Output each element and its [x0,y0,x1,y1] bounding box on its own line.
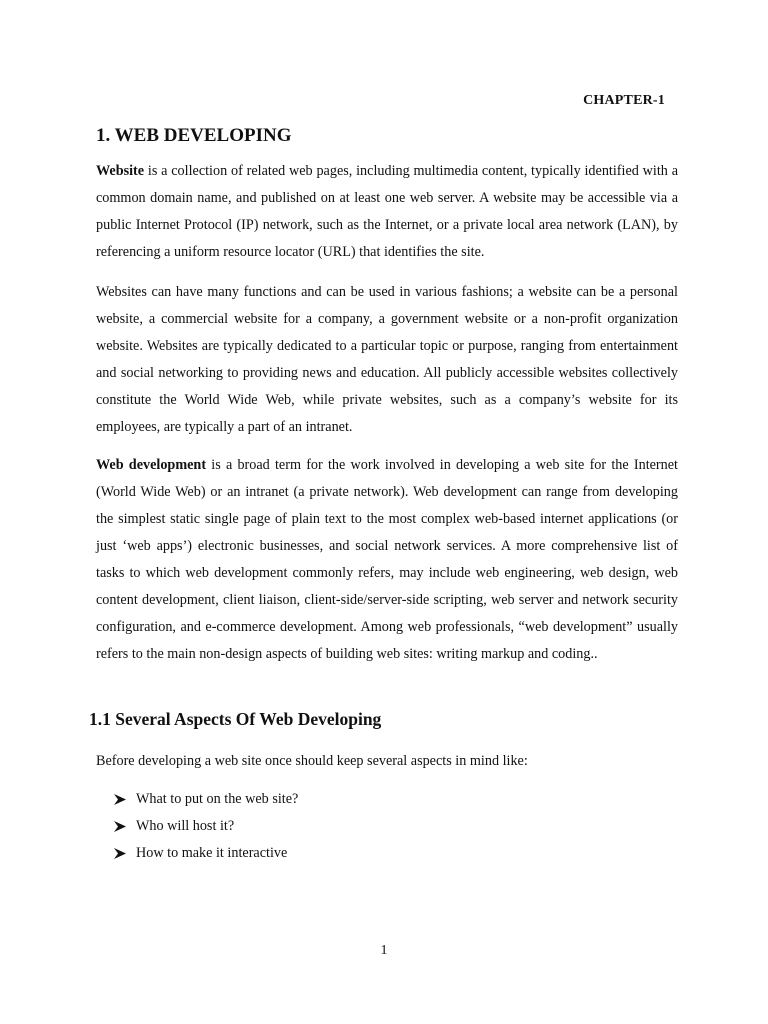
paragraph-website [96,158,678,266]
paragraph-lead-term: Website [96,163,145,179]
chapter-label: CHAPTER-1 [583,93,665,108]
paragraph-website-functions [96,279,678,441]
list-item-text: How to make it interactive [136,845,288,861]
list-item [114,813,298,840]
list-item-text: What to put on the web site? [136,791,299,807]
paragraph-text: is a broad term for the work involved in developing a web site for the Internet (World Wide Web) or an intranet (a private network). Web development can range from developing the simplest static single page of plain text to the most complex web-based internet applications (or just ‘web apps’) electronic businesses, and social network services. A more comprehensive list of tasks to which web development commonly refers, may include web engineering, web design, web content development, client liaison, client-side/server-side scripting, web server and network security configuration, and e-commerce development. Among web professionals, “web development” usually refers to the main non-design aspects of building web sites: writing markup and coding.. [96,457,678,662]
paragraph-lead-term: Web development [96,457,207,473]
list-item [114,840,298,867]
paragraph-text: is a collection of related web pages, including multimedia content, typically identified with a common domain name, and published on at least one web server. A website may be accessible via a public Internet Protocol (IP) network, such as the Internet, or a private local area network (LAN), by referencing a uniform resource locator (URL) that identifies the site. [96,163,678,260]
paragraph-web-development [96,452,678,668]
section-intro: Before developing a web site once should keep several aspects in mind like: [96,753,528,769]
arrow-bullet-icon [114,786,136,813]
list-item-text: Who will host it? [136,818,235,834]
page-title: 1. WEB DEVELOPING [96,125,292,146]
aspects-list [114,786,298,867]
section-heading: 1.1 Several Aspects Of Web Developing [89,709,382,729]
page-number: 1 [380,943,388,958]
list-item [114,786,298,813]
arrow-bullet-icon [114,840,136,867]
paragraph-text: Websites can have many functions and can be used in various fashions; a website can be a personal website, a commercial website for a company, a government website or a non-profit organization website. Websites are typically dedicated to a particular topic or purpose, ranging from entertainment and social networking to providing news and education. All publicly accessible websites collectively constitute the World Wide Web, while private websites, such as a company’s website for its employees, are typically a part of an intranet. [96,284,678,435]
arrow-bullet-icon [114,813,136,840]
